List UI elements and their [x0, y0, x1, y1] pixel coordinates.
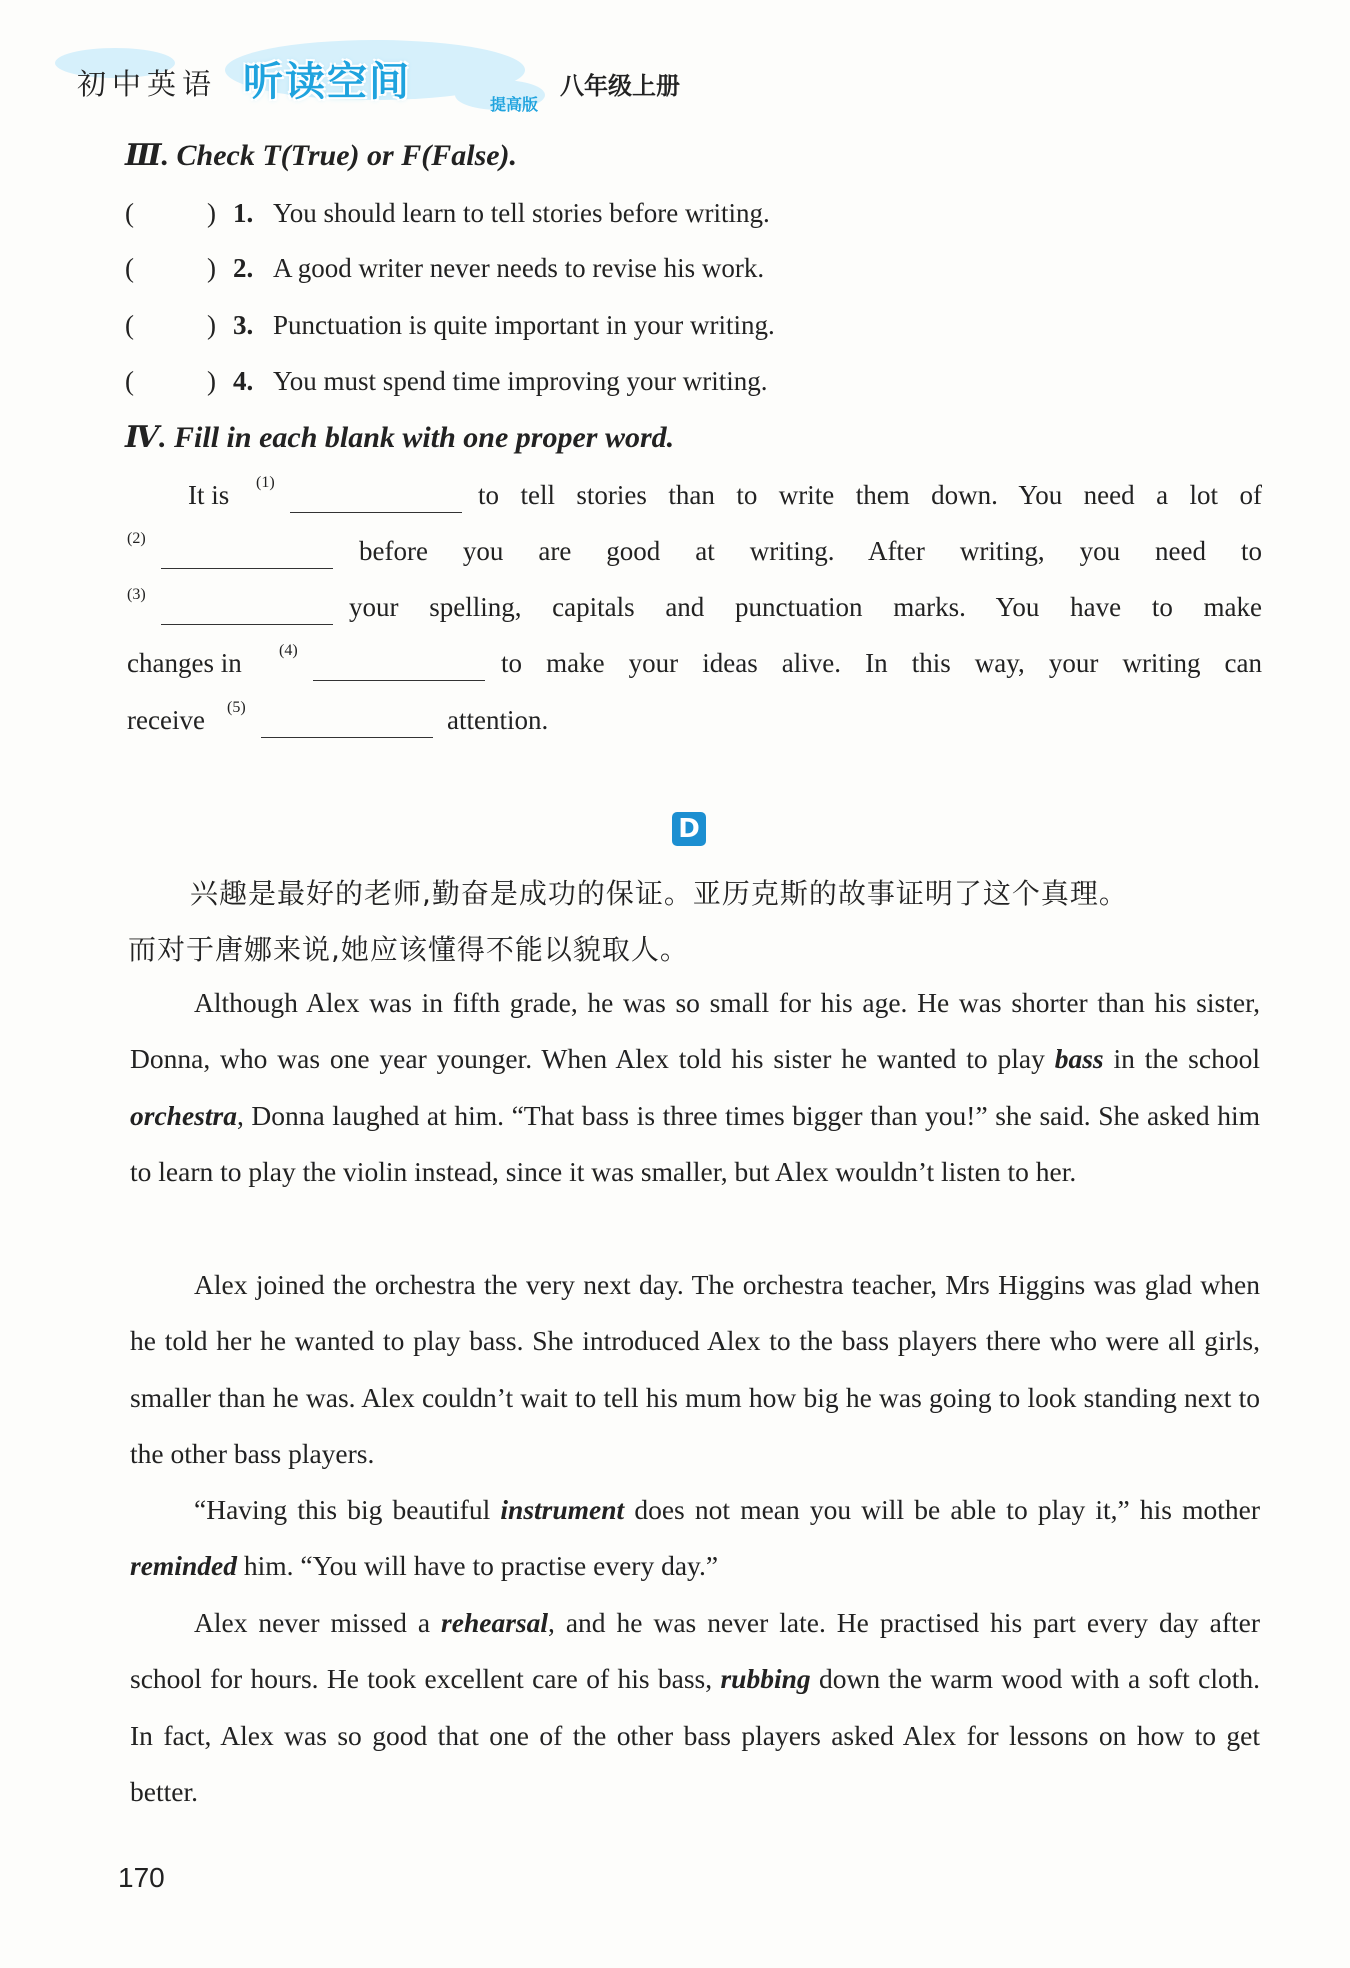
story-paragraph-2: Alex joined the orchestra the very next day. The orchestra teacher, Mrs Higgins was glad when he told her he wanted to play bass. She introduced Alex to the bass players there who were all girls, smaller than he was. Alex couldn’t wait to tell his mum how big he was going to look standing next to the other bass players. — [130, 1269, 1260, 1469]
fill-line-1: It is (1) to tell stories than to write them down. You need a lot of — [188, 480, 1268, 520]
answer-blank — [261, 737, 433, 738]
key-word: bass — [1054, 1043, 1104, 1075]
blank-marker: (5) — [227, 699, 246, 716]
blank-marker: (2) — [127, 530, 146, 547]
key-word: rehearsal — [441, 1607, 548, 1638]
page-number: 170 — [118, 1862, 165, 1893]
fill-line-4: changes in (4) to make your ideas alive. In this way, your writing can — [127, 648, 1268, 688]
answer-blank — [313, 680, 485, 681]
story-paragraph-4: Alex never missed a rehearsal, and he was never late. He practised his part every day after school for hours. He took excellent care of his bass, rubbing down the warm wood with a soft cloth. In fact, Alex was so good that one of the other bass players asked Alex for lessons on how to get better. — [130, 1607, 1260, 1807]
answer-blank — [161, 624, 333, 625]
fill-line-3: (3) your spelling, capitals and punctuation marks. You have to make — [127, 592, 1268, 632]
book-grade: 八年级上册 — [560, 72, 680, 100]
key-word: reminded — [130, 1550, 237, 1582]
page-header — [55, 40, 755, 120]
answer-blank — [290, 512, 462, 513]
key-word: rubbing — [720, 1663, 811, 1695]
fill-line-2: (2) before you are good at writing. After writing, you need to — [127, 536, 1268, 576]
blank-marker: (1) — [256, 474, 275, 491]
section-d-badge: D — [672, 812, 706, 846]
story-paragraph-3: “Having this big beautiful instrument does not mean you will be able to play it,” his mother reminded him. “You will have to practise every day.” — [130, 1494, 1260, 1582]
chinese-intro-line-2: 而对于唐娜来说,她应该懂得不能以貌取人。 — [128, 933, 689, 966]
blank-marker: (3) — [127, 586, 146, 603]
story-paragraph-1: Although Alex was in fifth grade, he was so small for his age. He was shorter than his sister, Donna, who was one year younger. When Alex told his sister he wanted to play bass in the school orchestra, Donna laughed at him. “That bass is three times bigger than you!” she said. She asked him to learn to play the violin instead, since it was smaller, but Alex wouldn’t listen to her. — [130, 987, 1260, 1187]
section-4-title: Ⅳ. Fill in each blank with one proper word. — [125, 421, 675, 454]
book-series: 初中英语 — [77, 67, 218, 101]
key-word: orchestra — [130, 1099, 237, 1131]
blank-marker: (4) — [279, 642, 298, 659]
book-brand-logo: 听读空间 — [243, 59, 411, 105]
book-edition: 提高版 — [490, 95, 539, 114]
answer-blank — [161, 568, 333, 569]
key-word: instrument — [500, 1494, 625, 1525]
fill-line-5: receive (5) attention. — [127, 705, 727, 745]
section-3-title: Ⅲ. Check T(True) or F(False). — [125, 139, 518, 172]
chinese-intro-line-1: 兴趣是最好的老师,勤奋是成功的保证。亚历克斯的故事证明了这个真理。 — [190, 877, 1128, 910]
